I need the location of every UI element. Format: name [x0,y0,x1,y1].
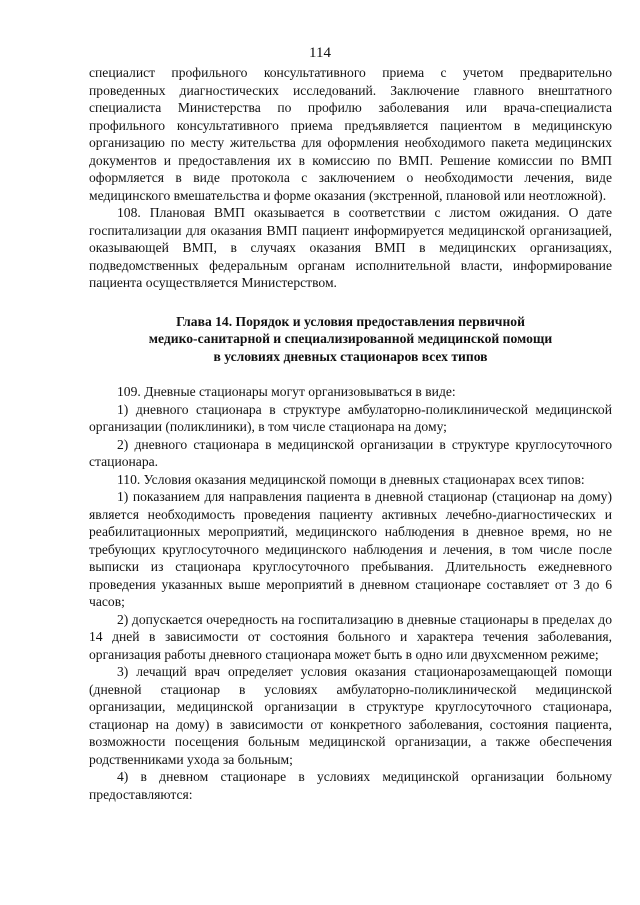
list-item-109-2: 2) дневного стационара в медицинской организации в структуре круглосуточного стационара. [89,436,612,469]
paragraph-109: 109. Дневные стационары могут организовываться в виде: [117,384,456,399]
list-item-110-4: 4) в дневном стационаре в условиях медицинской организации больному предоставляются: [89,769,612,802]
paragraph-continuation: специалист профильного консультативного приема с учетом предварительно проведенных диагностических исследований. Заключение главного внештатного специалиста Министерства по профилю заболевания или врача-специалиста профильного консультативного приема предъявляется пациентом в медицинскую организацию по месту жительства для оформления необходимого пакета медицинских документов и предоставления их в комиссию по ВМП. Решение комиссии по ВМП оформляется в виде протокола с заключением о необходимости лечения, виде медицинского вмешательства и форме оказания (экстренной, плановой или неотложной). [89,65,612,203]
paragraph-110: 110. Условия оказания медицинской помощи в дневных стационарах всех типов: [117,471,585,487]
document-body [89,64,612,803]
page-number: 114 [309,45,331,61]
chapter-heading-line-2: медико-санитарной и специализированной медицинской помощи [148,331,553,346]
list-item-109-1: 1) дневного стационара в структуре амбулаторно-поликлинической медицинской организации (поликлиники), в том числе стационара на дому; [89,401,612,434]
chapter-heading [89,313,612,366]
list-item-110-3: 3) лечащий врач определяет условия оказания стационарозамещающей помощи (дневной стационар в условиях амбулаторно-поликлинической медицинской организации, медицинской организации в структуре круглосуточного стационара, стационар на дому) в зависимости от конкретного заболевания, состояния пациента, возможности посещения больным медицинской организации, а также обеспечения родственниками ухода за больным; [89,664,612,767]
paragraph-108: 108. Плановая ВМП оказывается в соответствии с листом ожидания. О дате госпитализации для оказания ВМП пациент информируется медицинской организацией, оказывающей ВМП, в случаях оказания ВМП в медицинских организациях, подведомственных федеральным органам исполнительной власти, информирование пациента осуществляется Министерством. [89,205,612,290]
chapter-heading-line-3: в условиях дневных стационаров всех типов [213,348,488,364]
list-item-110-2: 2) допускается очередность на госпитализацию в дневные стационары в пределах до 14 дней в зависимости от состояния больного и характера течения заболевания, организация работы дневного стационара может быть в одно или двухсменном режиме; [89,611,612,662]
list-item-110-1: 1) показанием для направления пациента в дневной стационар (стационар на дому) является необходимость проведения пациенту активных лечебно-диагностических и реабилитационных мероприятий, медицинского наблюдения в дневное время, но не требующих круглосуточного медицинского наблюдения и лечения, в том числе после выписки из стационара круглосуточного пребывания. Длительность ежедневного проведения указанных выше мероприятий в дневном стационаре составляет от 3 до 6 часов; [89,489,612,609]
chapter-heading-line-1: Глава 14. Порядок и условия предоставления первичной [176,313,525,329]
